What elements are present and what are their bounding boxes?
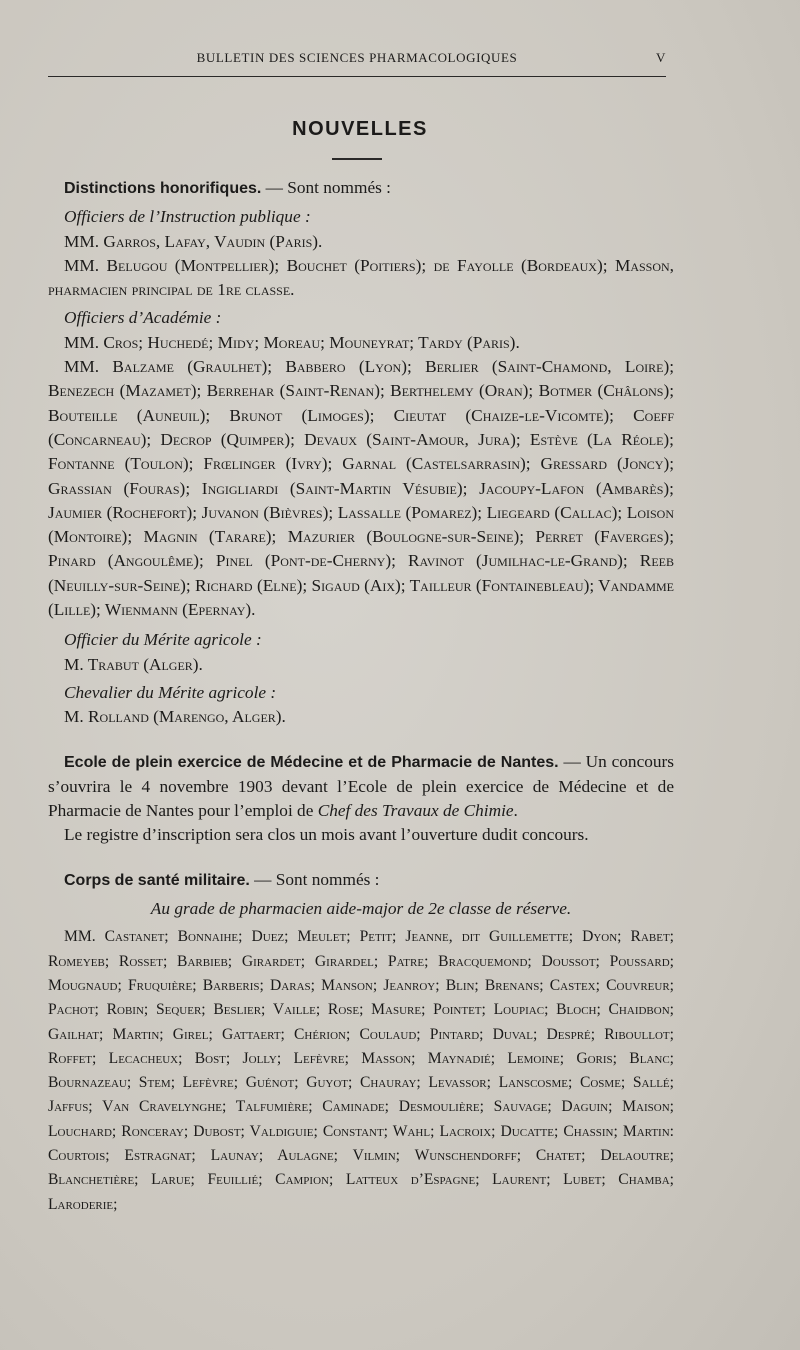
running-header: [48, 48, 666, 70]
military-heading-line: [48, 868, 674, 893]
nantes-title: Ecole de plein exercice de Médecine et de Pharmacie de Nantes.: [64, 753, 559, 771]
nantes-text-a: — Un concours s’ouvrira le 4 novembre 1903 devant l’Ecole de plein exercice de Médecine et de Pharmacie de Nantes pour l’emploi de: [48, 751, 675, 821]
heading-rule: [332, 158, 382, 160]
academie-title: Officiers d’Académie :: [64, 308, 222, 328]
article-body: [48, 176, 674, 1217]
nantes-paragraph: [48, 750, 674, 824]
distinctions-lead: — Sont nommés :: [261, 178, 391, 197]
merite-chevalier-title: Chevalier du Mérite agricole :: [64, 682, 277, 702]
academie-list-2: MM. Balzame (Graulhet); Babbero (Lyon); Berlier (Saint-Chamond, Loire); Benezech (Mazamet); Berrehar (Saint-Renan); Berthelemy (Oran); Botmer (Châlons); Bouteille (Auneuil); Brunot (Limoges); Cieutat (Chaize-le-Vicomte); Coeff (Concarneau); Decrop (Quimper); Devaux (Saint-Amour, Jura); Estève (La Réole); Fontanne (Toulon); Frœlinger (Ivry); Garnal (Castelsarrasin); Gressard (Joncy); Grassian (Fouras); Ingigliardi (Saint-Martin Vésubie); Jacoupy-Lafon (Ambarès); Jaumier (Rochefort); Juvanon (Bièvres); Lassalle (Pomarez); Liegeard (Callac); Loison (Montoire); Magnin (Tarare); Mazurier (Boulogne-sur-Seine); Perret (Faverges); Pinard (Angoulême); Pinel (Pont-de-Cherny); Ravinot (Jumilhac-le-Grand); Reeb (Neuilly-sur-Seine); Richard (Elne); Sigaud (Aix); Tailleur (Fontainebleau); Vandamme (Lille); Wienmann (Epernay).: [48, 357, 674, 620]
instruction-title: Officiers de l’Instruction publique :: [64, 207, 311, 227]
military-title: Corps de santé militaire.: [64, 871, 250, 889]
instruction-list-2: MM. Belugou (Montpellier); Bouchet (Poitiers); de Fayolle (Bordeaux); Masson, pharmacien principal de 1re classe.: [48, 255, 674, 300]
academie-list-1: MM. Cros; Huchedé; Midy; Moreau; Mouneyrat; Tardy (Paris).: [64, 332, 520, 352]
nantes-registre: Le registre d’inscription sera clos un mois avant l’ouverture dudit concours.: [64, 825, 589, 845]
instruction-list-1: MM. Garros, Lafay, Vaudin (Paris).: [64, 231, 323, 251]
running-title: BULLETIN DES SCIENCES PHARMACOLOGIQUES: [196, 50, 518, 65]
merite-chevalier-name: M. Rolland (Marengo, Alger).: [64, 707, 286, 727]
distinctions-title: Distinctions honorifiques.: [64, 180, 262, 197]
nantes-job-title: Chef des Travaux de Chimie: [317, 801, 514, 821]
merite-officier-name: M. Trabut (Alger).: [64, 654, 203, 674]
military-grade: Au grade de pharmacien aide-major de 2e classe de réserve.: [150, 899, 572, 919]
merite-officier-title: Officier du Mérite agricole :: [64, 630, 262, 650]
nantes-text-c: .: [513, 801, 518, 821]
header-rule: [48, 76, 666, 77]
military-names: MM. Castanet; Bonnaihe; Duez; Meulet; Petit; Jeanne, dit Guillemette; Dyon; Rabet; Romeyeb; Rosset; Barbieb; Girardet; Girardel; Patre; Bracquemond; Doussot; Poussard; Mougnaud; Fruquière; Barberis; Daras; Manson; Jeanroy; Blin; Brenans; Castex; Couvreur; Pachot; Robin; Sequer; Beslier; Vaille; Rose; Masure; Pointet; Loupiac; Bloch; Chaidbon; Gailhat; Martin; Girel; Gattaert; Chérion; Coulaud; Pintard; Duval; Despré; Riboullot; Roffet; Lecacheux; Bost; Jolly; Lefèvre; Masson; Maynadié; Lemoine; Goris; Blanc; Bournazeau; Stem; Lefèvre; Guénot; Guyot; Chauray; Levassor; Lanscosme; Cosme; Sallé; Jaffus; Van Cravelynghe; Talfumière; Caminade; Desmoulière; Sauvage; Daguin; Maison; Louchard; Ronceray; Dubost; Valdiguie; Constant; Wahl; Lacroix; Ducatte; Chassin; Martin: Courtois; Estragnat; Launay; Aulagne; Vilmin; Wunschendorff; Chatet; Delaoutre; Blanchetière; Larue; Feuillié; Campion; Latteux d’Espagne; Laurent; Lubet; Chamba; Laroderie;: [48, 928, 674, 1213]
distinctions-heading-line: [48, 176, 674, 201]
section-heading: NOUVELLES: [292, 118, 428, 140]
page-number: V: [656, 50, 666, 65]
military-lead: — Sont nommés :: [249, 869, 380, 889]
